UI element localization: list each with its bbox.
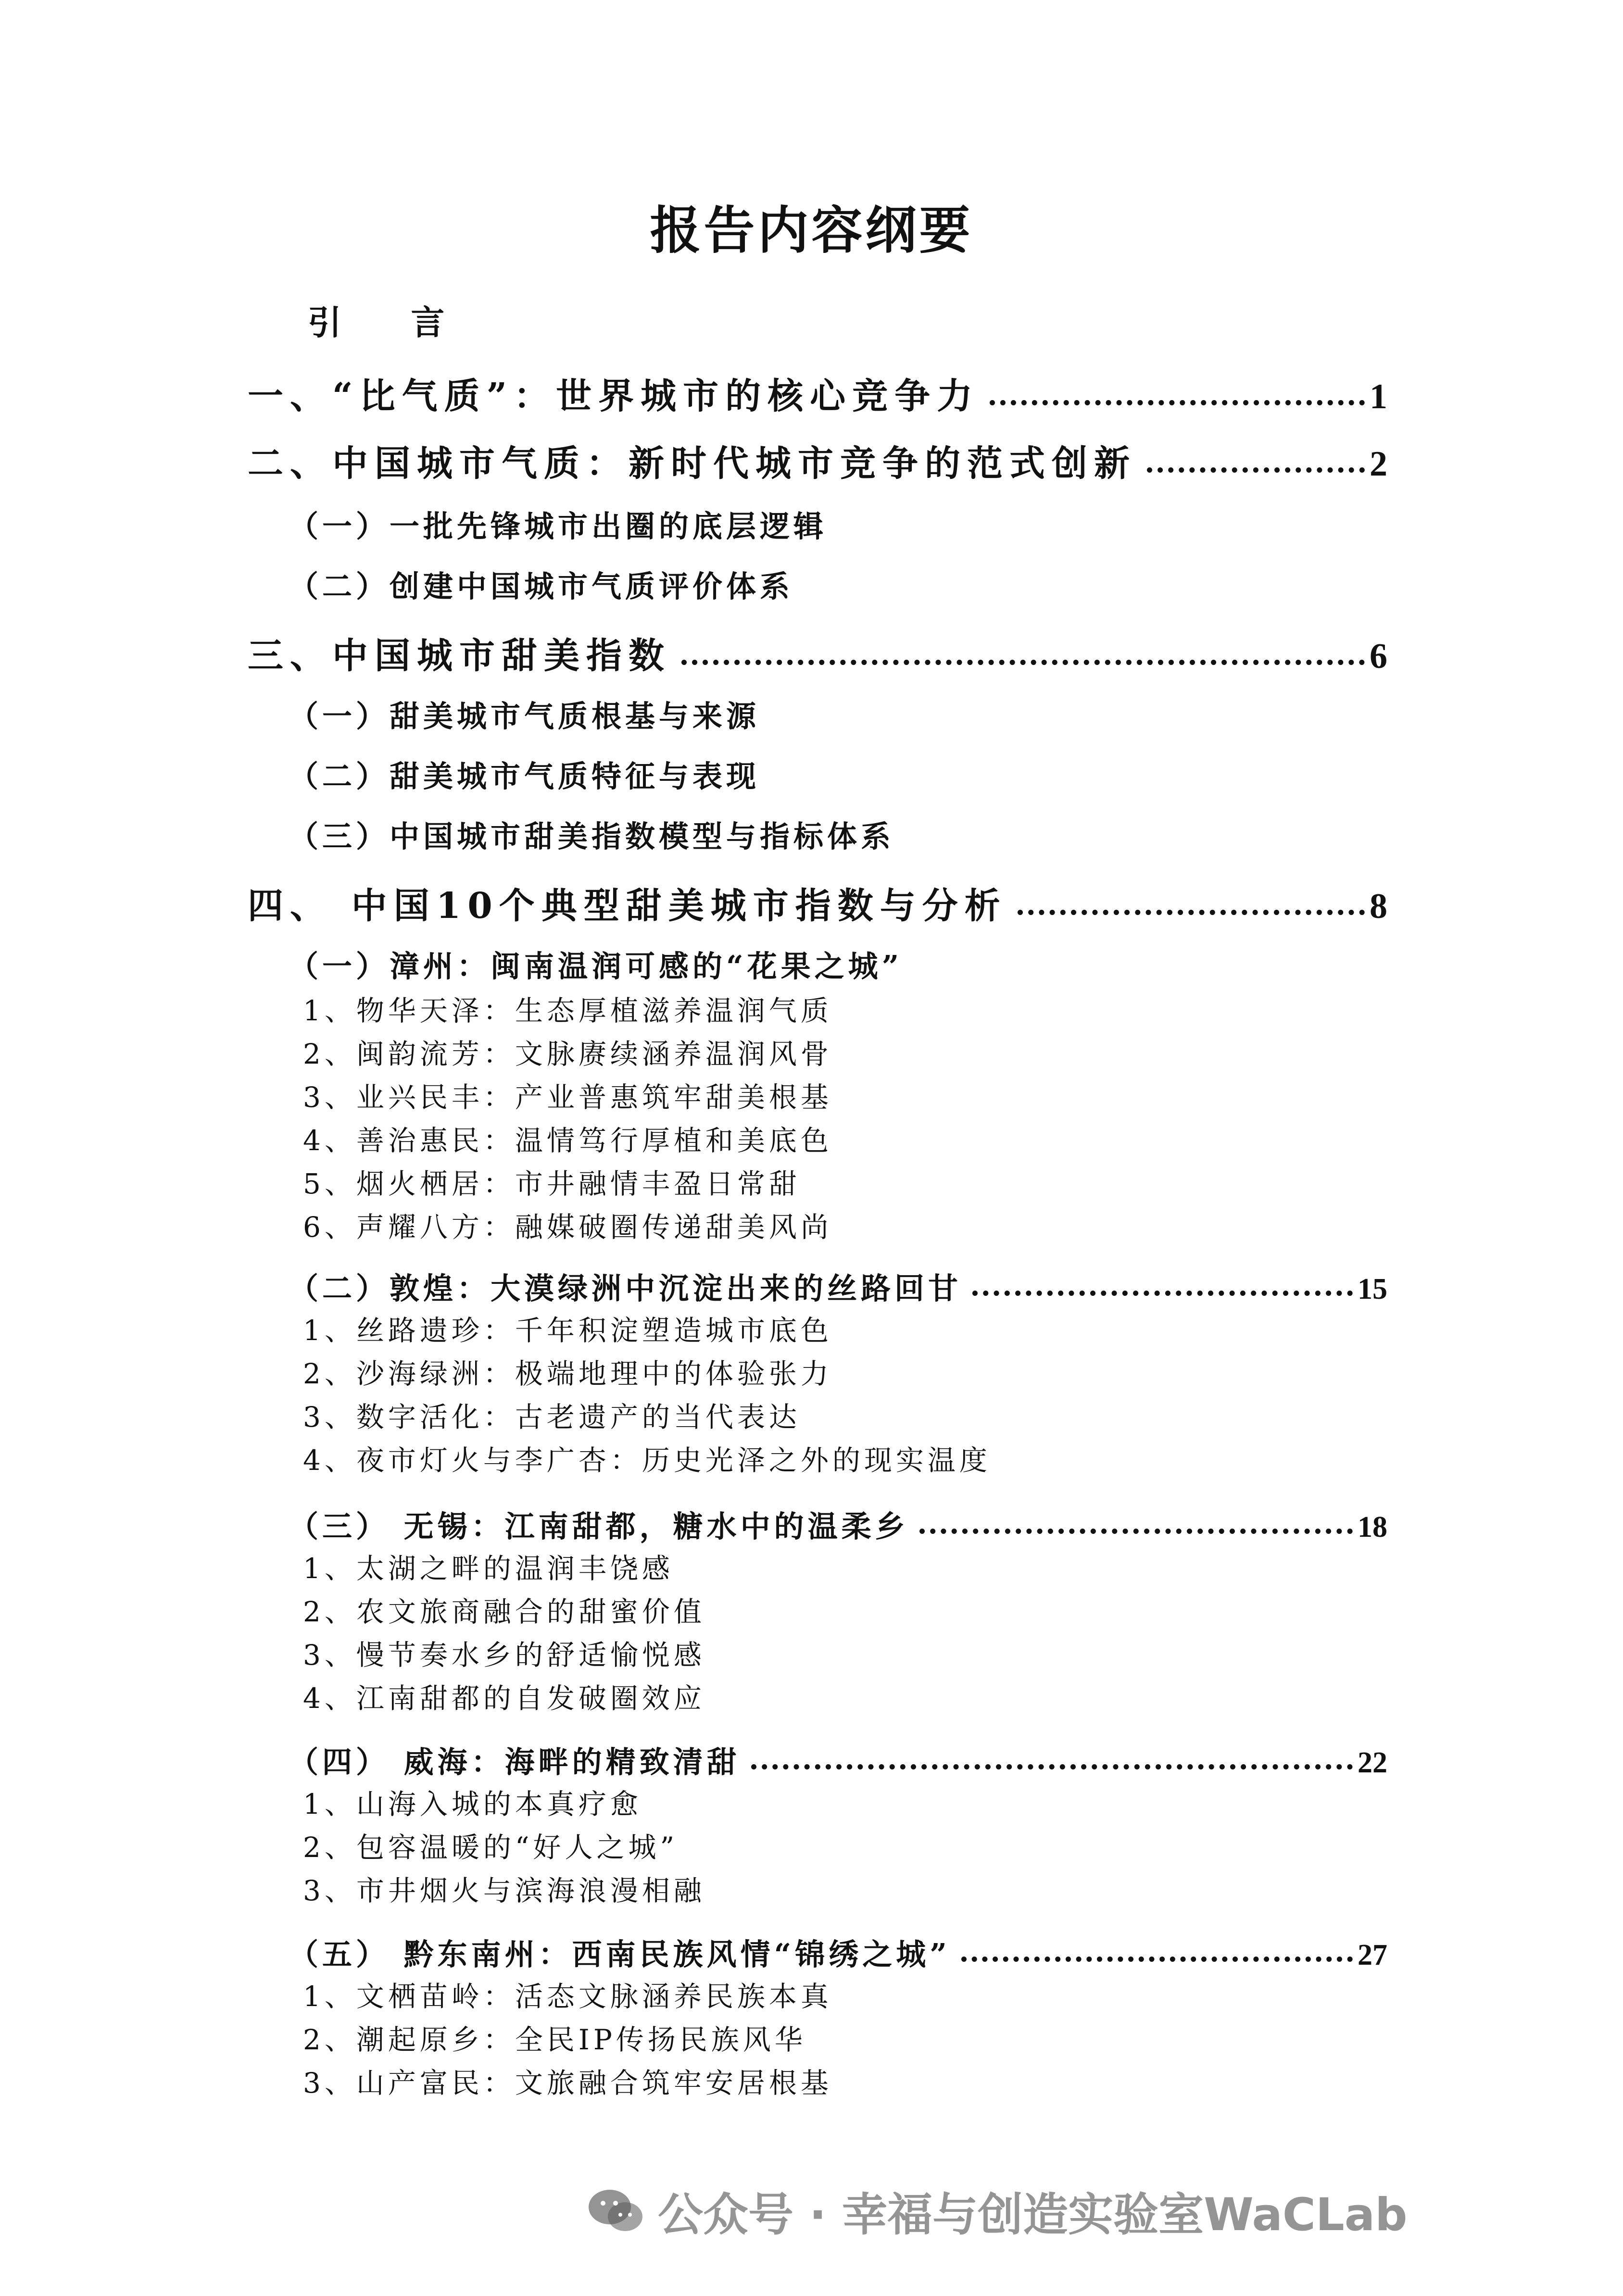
toc-entry-title: （二）甜美城市气质特征与表现 <box>289 759 760 794</box>
toc-entry-title: 2、闽韵流芳：文脉赓续涵养温润风骨 <box>303 1038 832 1070</box>
toc-entry <box>303 1632 705 1673</box>
toc-entry-title: 1、文栖苗岭：活态文脉涵养民族本真 <box>303 1980 832 2013</box>
toc-entry <box>248 368 1387 419</box>
toc-page-number: 6 <box>1370 637 1387 676</box>
toc-page-number: 8 <box>1370 887 1387 926</box>
toc-entry-title: （二）敦煌：大漠绿洲中沉淀出来的丝路回甘 <box>289 1271 962 1306</box>
toc-entry <box>303 1031 832 1072</box>
toc-entry <box>303 1868 705 1908</box>
dot-leader <box>751 1764 1353 1769</box>
toc-entry-title: 2、农文旅商融合的甜蜜价值 <box>303 1595 705 1628</box>
toc-intro: 引 言 <box>308 302 474 342</box>
toc-page-number: 22 <box>1358 1746 1387 1779</box>
toc-entry-title: （二）创建中国城市气质评价体系 <box>289 569 794 604</box>
toc-entry-title: （一）一批先锋城市出圈的底层逻辑 <box>289 509 828 544</box>
toc-entry <box>248 878 1387 928</box>
toc-entry <box>289 813 894 855</box>
toc-entry <box>303 1394 801 1435</box>
toc-page-number: 1 <box>1370 377 1387 416</box>
toc-entry-title: 二、中国城市气质：新时代城市竞争的范式创新 <box>248 443 1136 484</box>
toc-entry-title: 3、山产富民：文旅融合筑牢安居根基 <box>303 2067 832 2099</box>
watermark-text: 公众号 · 幸福与创造实验室WaCLab <box>658 2189 1408 2241</box>
toc-page-number: 27 <box>1358 1939 1387 1971</box>
toc-entry-title: 一、“比气质”：世界城市的核心竞争力 <box>248 376 980 417</box>
toc-entry <box>289 502 827 545</box>
toc-entry-title: 1、太湖之畔的温润丰饶感 <box>303 1552 674 1585</box>
toc-entry-title: 4、善治惠民：温情笃行厚植和美底色 <box>303 1124 832 1157</box>
toc-entry-title: 3、业兴民丰：产业普惠筑牢甜美根基 <box>303 1081 832 1114</box>
toc-entry <box>289 692 760 735</box>
toc-page-number: 18 <box>1358 1511 1387 1543</box>
toc-entry <box>248 627 1387 678</box>
toc-entry <box>303 1075 832 1115</box>
toc-entry-title: （一）漳州：闽南温润可感的“花果之城” <box>289 949 903 984</box>
toc-entry <box>289 563 793 605</box>
toc-entry <box>289 1265 1387 1307</box>
toc-entry-title: 2、包容温暖的“好人之城” <box>303 1831 679 1864</box>
dot-leader <box>972 1291 1353 1296</box>
toc-entry <box>303 1974 832 2014</box>
dot-leader <box>990 400 1365 405</box>
dot-leader <box>1147 467 1365 473</box>
toc-entry <box>289 942 903 985</box>
toc-entry-title: 3、市井烟火与滨海浪漫相融 <box>303 1874 705 1907</box>
toc-entry-title: （四） 威海：海畔的精致清甜 <box>289 1744 741 1780</box>
toc-entry <box>289 1931 1387 1973</box>
toc-entry-title: （五） 黔东南州：西南民族风情“锦绣之城” <box>289 1937 951 1972</box>
page-title: 报告内容纲要 <box>650 201 973 260</box>
toc-page-number: 15 <box>1358 1273 1387 1305</box>
toc-entry <box>289 1738 1387 1781</box>
toc-entry <box>303 1546 674 1586</box>
toc-entry <box>289 1503 1387 1545</box>
toc-entry-title: （三）中国城市甜美指数模型与指标体系 <box>289 819 895 854</box>
toc-entry-title: （一）甜美城市气质根基与来源 <box>289 699 760 734</box>
toc-entry-title: 2、沙海绿洲：极端地理中的体验张力 <box>303 1357 832 1390</box>
toc-entry-title: 四、 中国10个典型甜美城市指数与分析 <box>248 885 1007 927</box>
toc-entry-title: 1、山海入城的本真疗愈 <box>303 1788 642 1820</box>
toc-entry <box>303 1161 801 1202</box>
toc-entry-title: 4、夜市灯火与李广杏：历史光泽之外的现实温度 <box>303 1444 991 1477</box>
toc-entry <box>303 1589 705 1630</box>
toc-entry-title: （三） 无锡：江南甜都，糖水中的温柔乡 <box>289 1509 909 1544</box>
dot-leader <box>1018 910 1365 915</box>
toc-entry <box>303 1204 832 1245</box>
toc-entry <box>289 753 760 795</box>
toc-entry <box>303 1782 642 1822</box>
dot-leader <box>681 660 1365 665</box>
toc-entry-title: 1、物华天泽：生态厚植滋养温润气质 <box>303 994 832 1027</box>
toc-entry-title: 三、中国城市甜美指数 <box>248 635 671 677</box>
toc-entry-title: 1、丝路遗珍：千年积淀塑造城市底色 <box>303 1314 832 1347</box>
toc-entry-title: 3、慢节奏水乡的舒适愉悦感 <box>303 1639 705 1671</box>
dot-leader <box>919 1529 1353 1534</box>
toc-entry <box>303 1308 832 1348</box>
toc-entry-title: 5、烟火栖居：市井融情丰盈日常甜 <box>303 1167 801 1200</box>
toc-entry <box>303 2017 806 2058</box>
toc-entry-title: 2、潮起原乡：全民IP传扬民族风华 <box>303 2023 806 2056</box>
toc-entry <box>303 2060 832 2101</box>
toc-entry <box>303 1118 832 1158</box>
toc-entry <box>303 1825 678 1865</box>
wechat-icon <box>587 2187 644 2235</box>
toc-entry <box>303 1676 705 1716</box>
toc-entry-title: 4、江南甜都的自发破圈效应 <box>303 1682 705 1715</box>
toc-entry <box>303 1351 832 1392</box>
toc-entry <box>303 988 832 1029</box>
dot-leader <box>961 1957 1353 1962</box>
watermark <box>587 2178 1408 2243</box>
toc-entry <box>248 435 1387 486</box>
toc-page-number: 2 <box>1370 444 1387 484</box>
toc-entry <box>303 1438 991 1478</box>
toc-entry-title: 6、声耀八方：融媒破圈传递甜美风尚 <box>303 1211 832 1243</box>
toc-entry-title: 3、数字活化：古老遗产的当代表达 <box>303 1401 801 1433</box>
